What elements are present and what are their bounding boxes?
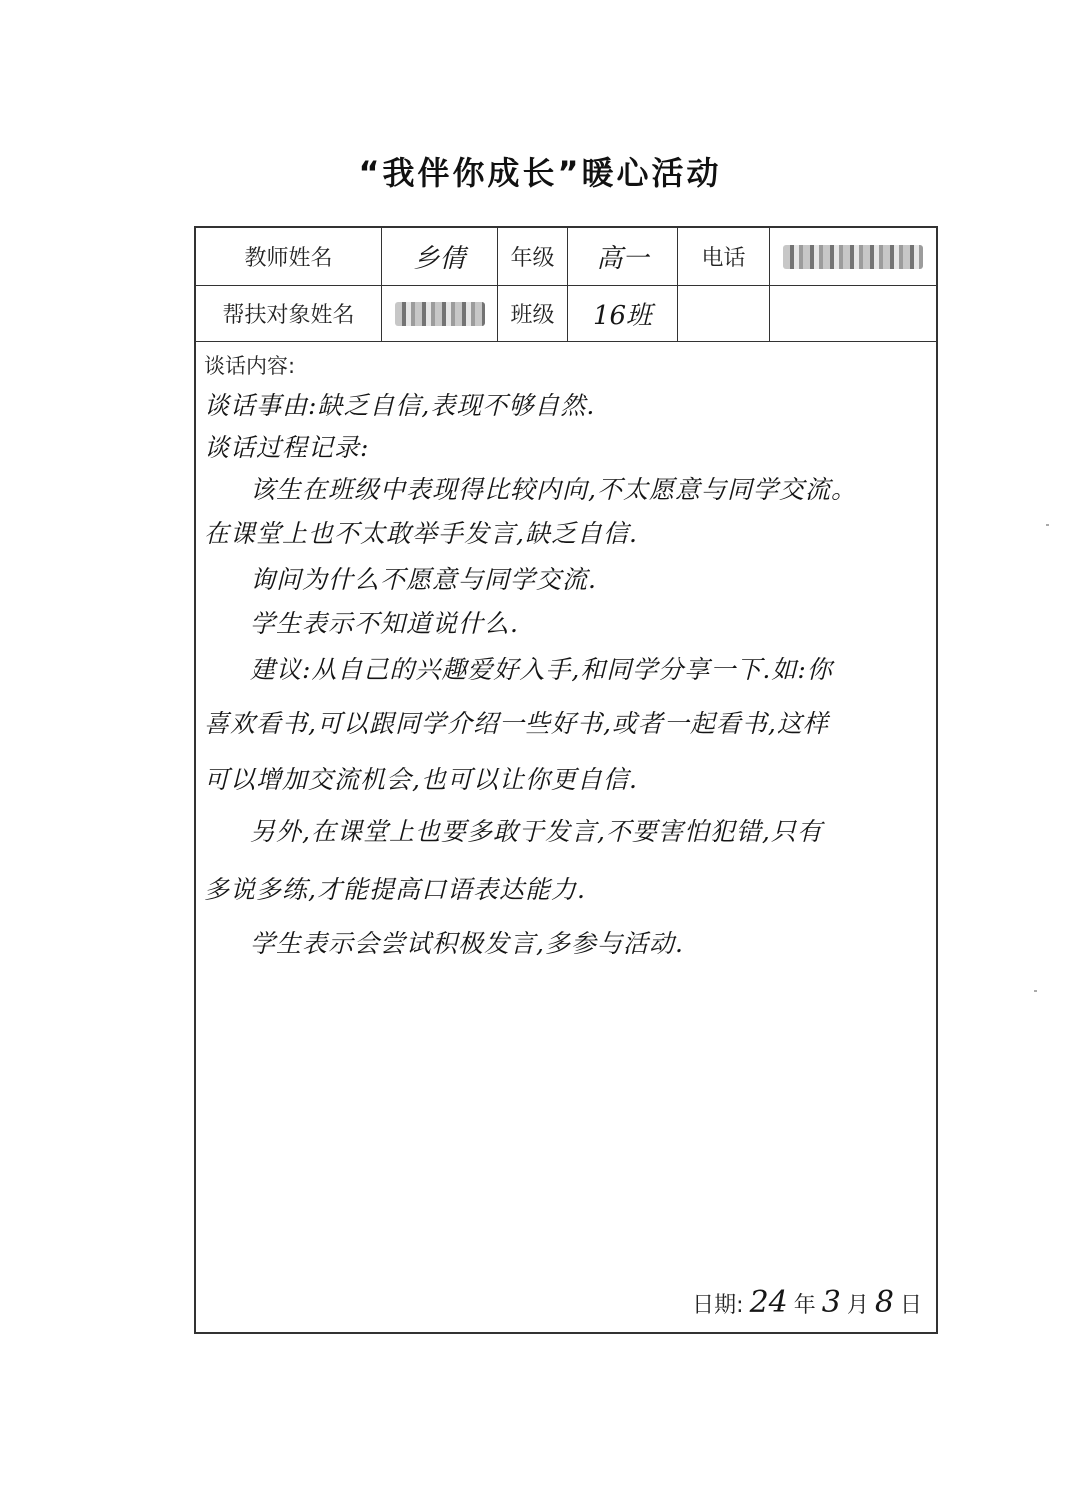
redaction-mark — [395, 302, 485, 326]
empty-cell — [770, 286, 936, 341]
redaction-mark — [783, 245, 923, 269]
class-label: 班级 — [498, 286, 568, 341]
student-name-label: 帮扶对象姓名 — [196, 286, 382, 341]
conversation-content — [196, 342, 936, 1332]
date-day-unit: 日 — [899, 1293, 922, 1318]
handwritten-line: 建议:从自己的兴趣爱好入手,和同学分享一下.如:你 — [250, 655, 833, 684]
handwritten-line: 询问为什么不愿意与同学交流. — [250, 565, 597, 594]
scan-speck — [1034, 990, 1037, 992]
date-year-unit: 年 — [793, 1293, 816, 1318]
record-label: 谈话过程记录: — [204, 433, 370, 462]
phone-label: 电话 — [678, 228, 770, 285]
grade-label: 年级 — [498, 228, 568, 285]
teacher-name-label: 教师姓名 — [196, 228, 382, 285]
header-row-2 — [196, 286, 936, 342]
handwritten-line: 学生表示会尝试积极发言,多参与活动. — [250, 929, 684, 958]
handwritten-line: 在课堂上也不太敢举手发言,缺乏自信. — [204, 519, 638, 548]
page-title: “我伴你成长”暖心活动 — [358, 154, 722, 192]
phone-value-redacted — [770, 228, 936, 285]
class-value: 16班 — [568, 286, 678, 341]
handwritten-line: 该生在班级中表现得比较内向,不太愿意与同学交流。 — [250, 475, 857, 504]
date-month-unit: 月 — [846, 1293, 869, 1318]
teacher-name-value: 乡倩 — [382, 228, 498, 285]
date-line — [692, 1285, 922, 1320]
scan-speck — [1046, 524, 1049, 526]
handwritten-line: 多说多练,才能提高口语表达能力. — [204, 875, 586, 904]
date-month: 3 — [821, 1285, 841, 1320]
date-label: 日期: — [692, 1293, 744, 1318]
handwritten-line: 另外,在课堂上也要多敢于发言,不要害怕犯错,只有 — [250, 817, 823, 846]
grade-value: 高一 — [568, 228, 678, 285]
student-name-redacted — [382, 286, 498, 341]
content-heading: 谈话内容: — [204, 354, 296, 378]
date-day: 8 — [874, 1285, 894, 1320]
handwritten-line: 学生表示不知道说什么. — [250, 609, 519, 638]
reason-line: 谈话事由:缺乏自信,表现不够自然. — [204, 391, 596, 420]
activity-form — [194, 226, 938, 1334]
handwritten-line: 喜欢看书,可以跟同学介绍一些好书,或者一起看书,这样 — [204, 709, 829, 738]
date-year: 24 — [749, 1285, 788, 1320]
empty-cell — [678, 286, 770, 341]
header-row-1 — [196, 228, 936, 286]
handwritten-line: 可以增加交流机会,也可以让你更自信. — [204, 765, 638, 794]
